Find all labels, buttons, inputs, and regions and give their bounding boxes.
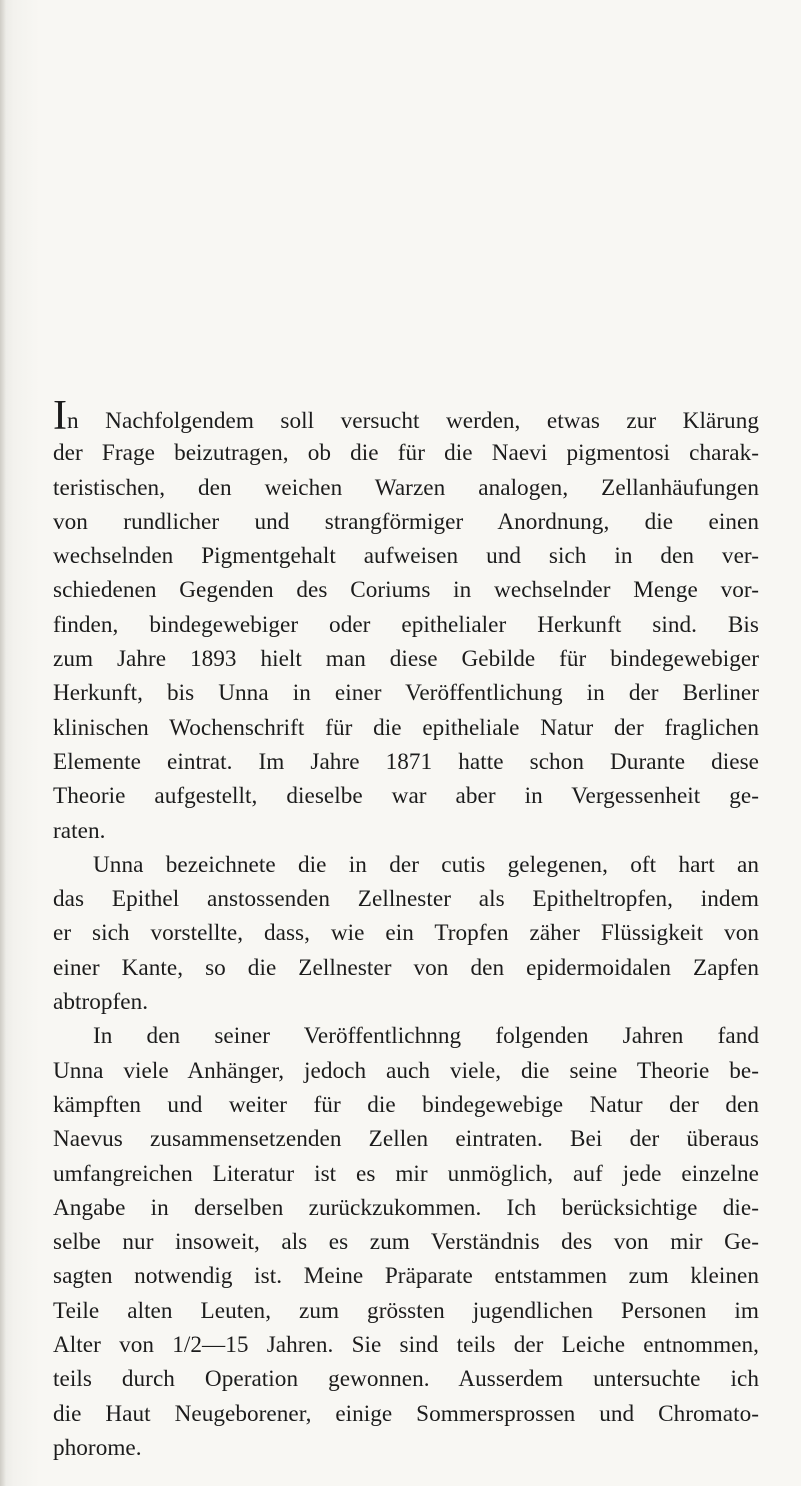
text-line: Angabe in derselben zurückzukommen. Ich berücksichtige die-: [53, 1194, 759, 1221]
text-line: Theorie aufgestellt, dieselbe war aber in Vergessenheit ge-: [53, 783, 759, 810]
text-line: zum Jahre 1893 hielt man diese Gebilde für bindegewebiger: [53, 646, 759, 673]
text-line: sagten notwendig ist. Meine Präparate entstammen zum kleinen: [53, 1263, 759, 1290]
text-line: das Epithel anstossenden Zellnester als Epitheltropfen, indem: [53, 886, 759, 913]
text-line: klinischen Wochenschrift für die epitheliale Natur der fraglichen: [53, 714, 759, 741]
text-line: Elemente eintrat. Im Jahre 1871 hatte schon Durante diese: [53, 748, 759, 775]
text-line: Alter von 1/2—15 Jahren. Sie sind teils der Leiche entnommen,: [53, 1332, 759, 1359]
text-line: wechselnden Pigmentgehalt aufweisen und sich in den ver-: [53, 543, 759, 570]
text-line: Unna bezeichnete die in der cutis gelegenen, oft hart an: [93, 851, 759, 878]
text-line: In den seiner Veröffentlichnng folgenden Jahren fand: [93, 1023, 759, 1050]
text-line: er sich vorstellte, dass, wie ein Tropfen zäher Flüssigkeit von: [53, 920, 759, 947]
text-line: von rundlicher und strangförmiger Anordnung, die einen: [53, 508, 759, 535]
text-line: In Nachfolgendem soll versucht werden, etwas zur Klärung: [53, 393, 759, 439]
text-line: selbe nur insoweit, als es zum Verständnis des von mir Ge-: [53, 1229, 759, 1256]
text-line: abtropfen.: [53, 989, 149, 1016]
paragraph-1: [53, 393, 759, 848]
text-line: einer Kante, so die Zellnester von den epidermoidalen Zapfen: [53, 954, 759, 981]
text-line: schiedenen Gegenden des Coriums in wechselnder Menge vor-: [53, 577, 759, 604]
text-line: raten.: [53, 817, 106, 844]
paragraph-2: [53, 848, 759, 1019]
page-binding-edge: [0, 0, 6, 1486]
text-line: der Frage beizutragen, ob die für die Naevi pigmentosi charak-: [53, 440, 759, 467]
text-line: Teile alten Leuten, zum grössten jugendlichen Personen im: [53, 1297, 759, 1324]
initial-capital: I: [53, 393, 68, 439]
text-line: Naevus zusammensetzenden Zellen eintraten. Bei der überaus: [53, 1126, 759, 1153]
text-line: die Haut Neugeborener, einige Sommersprossen und Chromato-: [53, 1400, 759, 1427]
text-line: Unna viele Anhänger, jedoch auch viele, die seine Theorie be-: [53, 1057, 759, 1084]
text-line: kämpften und weiter für die bindegewebige Natur der den: [53, 1091, 759, 1118]
text-line: finden, bindegewebiger oder epithelialer Herkunft sind. Bis: [53, 611, 759, 638]
text-line: Herkunft, bis Unna in einer Veröffentlichung in der Berliner: [53, 680, 759, 707]
body-text: [53, 393, 759, 1465]
paragraph-3: [53, 1019, 759, 1465]
text-line: phorome.: [53, 1434, 142, 1461]
text-line: umfangreichen Literatur ist es mir unmöglich, auf jede einzelne: [53, 1160, 759, 1187]
text-line: teristischen, den weichen Warzen analogen, Zellanhäufungen: [53, 474, 759, 501]
text-line: teils durch Operation gewonnen. Ausserdem untersuchte ich: [53, 1366, 759, 1393]
